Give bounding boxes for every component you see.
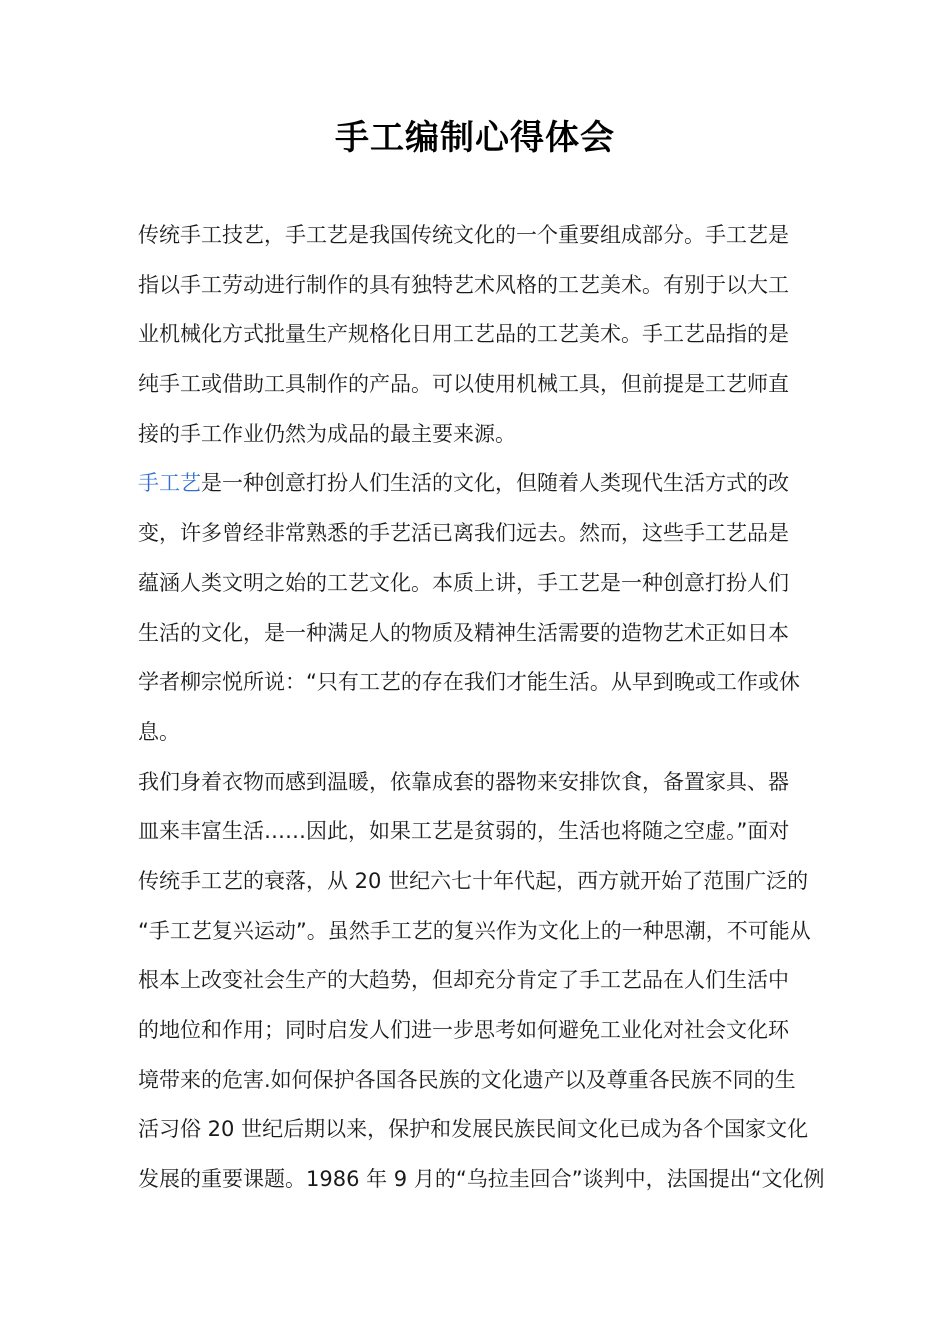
text-line	[138, 459, 828, 509]
text-line: 生活的文化，是一种满足人的物质及精神生活需要的造物艺术正如日本	[138, 620, 789, 645]
text-line: 的地位和作用；同时启发人们进一步思考如何避免工业化对社会文化环	[138, 1018, 789, 1042]
text-line: “手工艺复兴运动”。虽然手工艺的复兴作为文化上的一种思潮，不可能从	[138, 918, 811, 943]
text-line: 纯手工或借助工具制作的产品。可以使用机械工具，但前提是工艺师直	[138, 372, 789, 397]
text-line: 传统手工技艺，手工艺是我国传统文化的一个重要组成部分。手工艺是	[138, 223, 789, 247]
text-line: 传统手工艺的衰落，从 20 世纪六七十年代起，西方就开始了范围广泛的	[138, 868, 809, 893]
text-line: 境带来的危害.如何保护各国各民族的文化遗产以及尊重各民族不同的生	[138, 1067, 796, 1092]
document-body	[138, 211, 828, 1205]
text-line: 接的手工作业仍然为成品的最主要来源。	[138, 421, 516, 446]
text-line-rest: 是一种创意打扮人们生活的文化，但随着人类现代生活方式的改	[201, 471, 789, 496]
text-line: 皿来丰富生活……因此，如果工艺是贫弱的，生活也将随之空虚。”面对	[138, 819, 790, 844]
text-line: 活习俗 20 世纪后期以来，保护和发展民族民间文化已成为各个国家文化	[138, 1117, 809, 1142]
text-line: 学者柳宗悦所说：“只有工艺的存在我们才能生活。从早到晚或工作或休	[138, 670, 800, 695]
text-line: 变，许多曾经非常熟悉的手艺活已离我们远去。然而，这些手工艺品是	[138, 521, 789, 546]
text-line: 根本上改变社会生产的大趋势，但却充分肯定了手工艺品在人们生活中	[138, 968, 789, 993]
handicraft-link[interactable]: 手工艺	[138, 471, 201, 496]
text-line: 我们身着衣物而感到温暖，依靠成套的器物来安排饮食，备置家具、器	[138, 769, 789, 794]
text-line: 息。	[138, 719, 180, 744]
text-line: 业机械化方式批量生产规格化日用工艺品的工艺美术。手工艺品指的是	[138, 322, 789, 347]
text-line: 蕴涵人类文明之始的工艺文化。本质上讲，手工艺是一种创意打扮人们	[138, 570, 789, 595]
text-line: 指以手工劳动进行制作的具有独特艺术风格的工艺美术。有别于以大工	[138, 272, 789, 297]
document-title: 手工编制心得体会	[335, 118, 615, 158]
text-line: 发展的重要课题。1986 年 9 月的“乌拉圭回合”谈判中，法国提出“文化例	[138, 1167, 825, 1192]
